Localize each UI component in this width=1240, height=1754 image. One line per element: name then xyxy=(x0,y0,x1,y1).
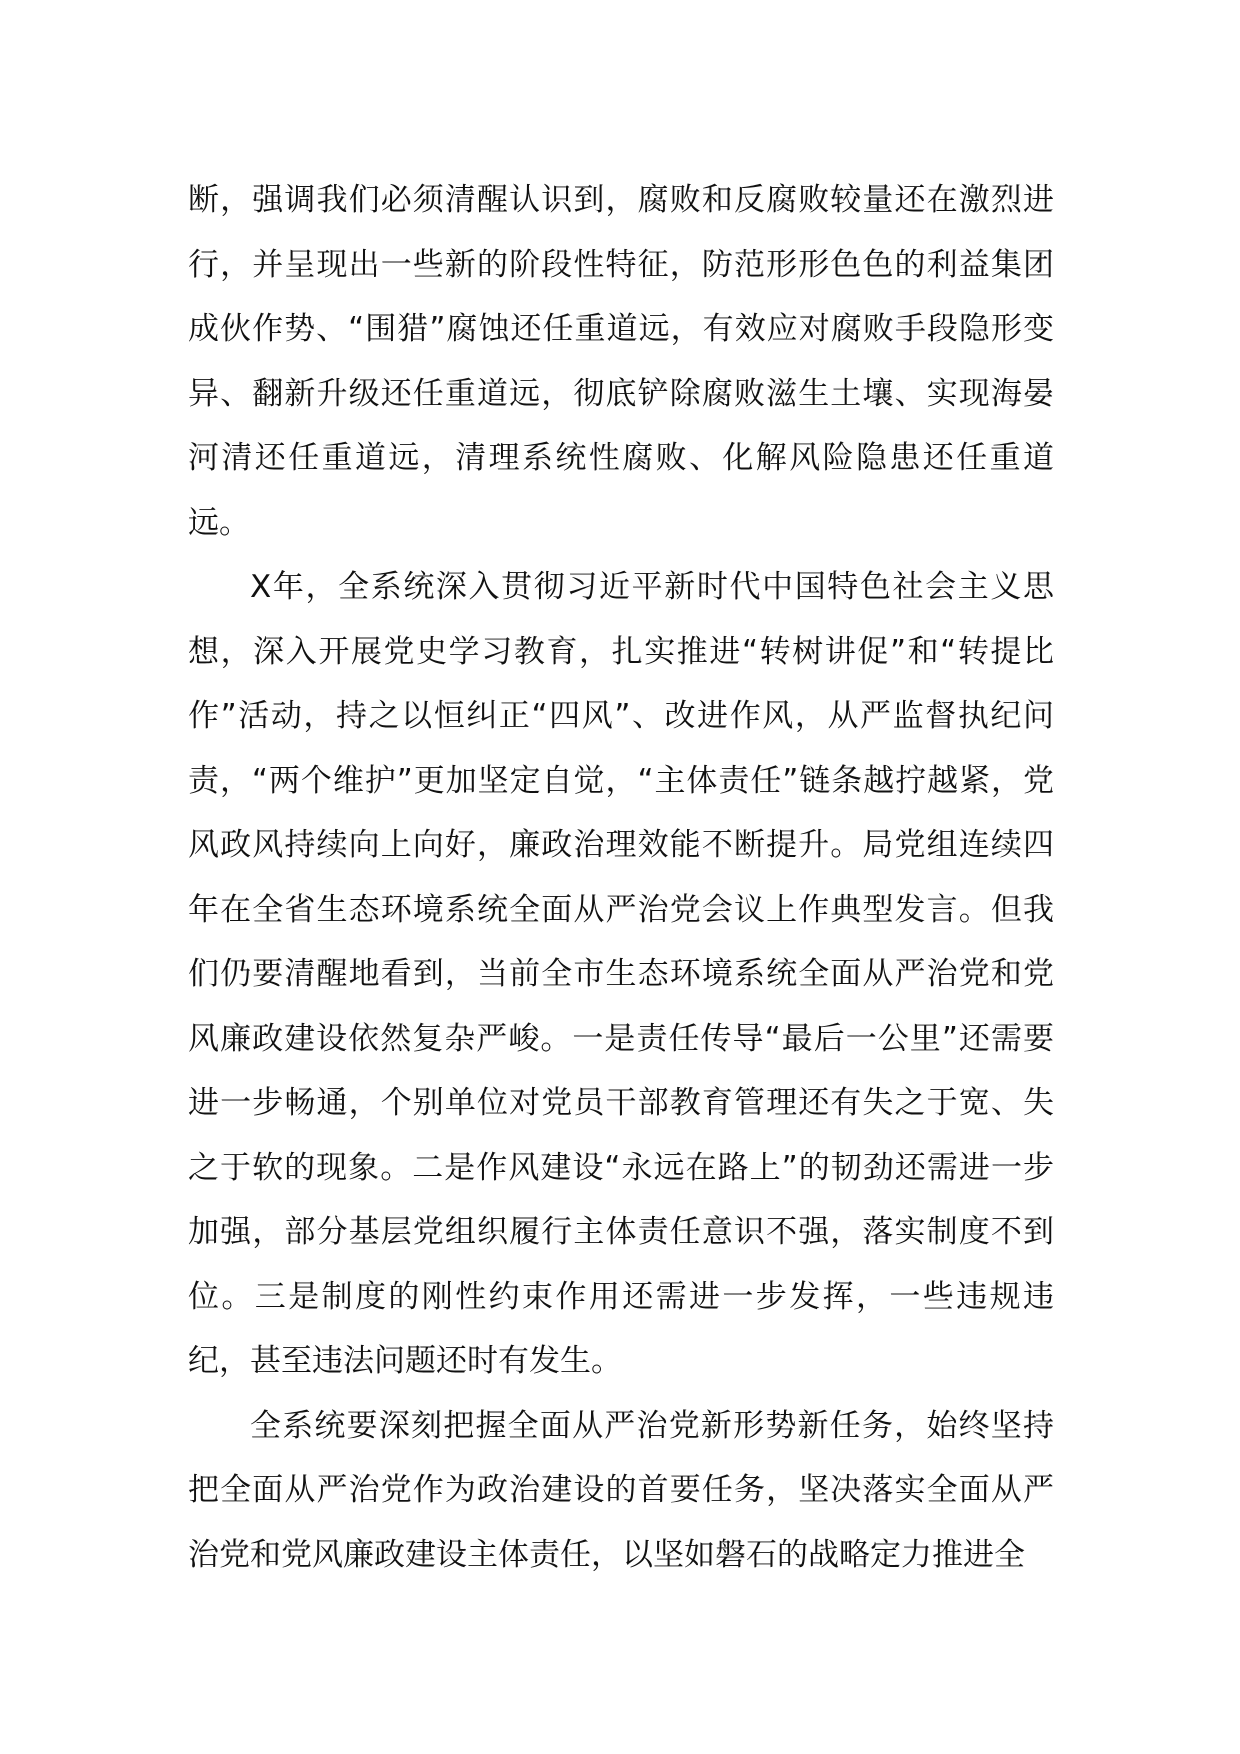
paragraph-continuation: 断，强调我们必须清醒认识到，腐败和反腐败较量还在激烈进行，并呈现出一些新的阶段性特征，防范形形色色的利益集团成伙作势、“围猎”腐蚀还任重道远，有效应对腐败手段隐形变异、翻新升级还任重道远，彻底铲除腐败滋生土壤、实现海晏河清还任重道远，清理系统性腐败、化解风险隐患还任重道远。 xyxy=(188,182,1054,541)
document-body xyxy=(188,168,1054,1587)
paragraph-annual-review: X年，全系统深入贯彻习近平新时代中国特色社会主义思想，深入开展党史学习教育，扎实推进“转树讲促”和“转提比作”活动，持之以恒纠正“四风”、改进作风，从严监督执纪问责，“两个维护”更加坚定自觉，“主体责任”链条越拧越紧，党风政风持续向上向好，廉政治理效能不断提升。局党组连续四年在全省生态环境系统全面从严治党会议上作典型发言。但我们仍要清醒地看到，当前全市生态环境系统全面从严治党和党风廉政建设依然复杂严峻。一是责任传导“最后一公里”还需要进一步畅通，个别单位对党员干部教育管理还有失之于宽、失之于软的现象。二是作风建设“永远在路上”的韧劲还需进一步加强，部分基层党组织履行主体责任意识不强，落实制度不到位。三是制度的刚性约束作用还需进一步发挥，一些违规违纪，甚至违法问题还时有发生。 xyxy=(188,569,1054,1379)
paragraph-tasks: 全系统要深刻把握全面从严治党新形势新任务，始终坚持把全面从严治党作为政治建设的首要任务，坚决落实全面从严治党和党风廉政建设主体责任，以坚如磐石的战略定力推进全 xyxy=(188,1407,1054,1573)
